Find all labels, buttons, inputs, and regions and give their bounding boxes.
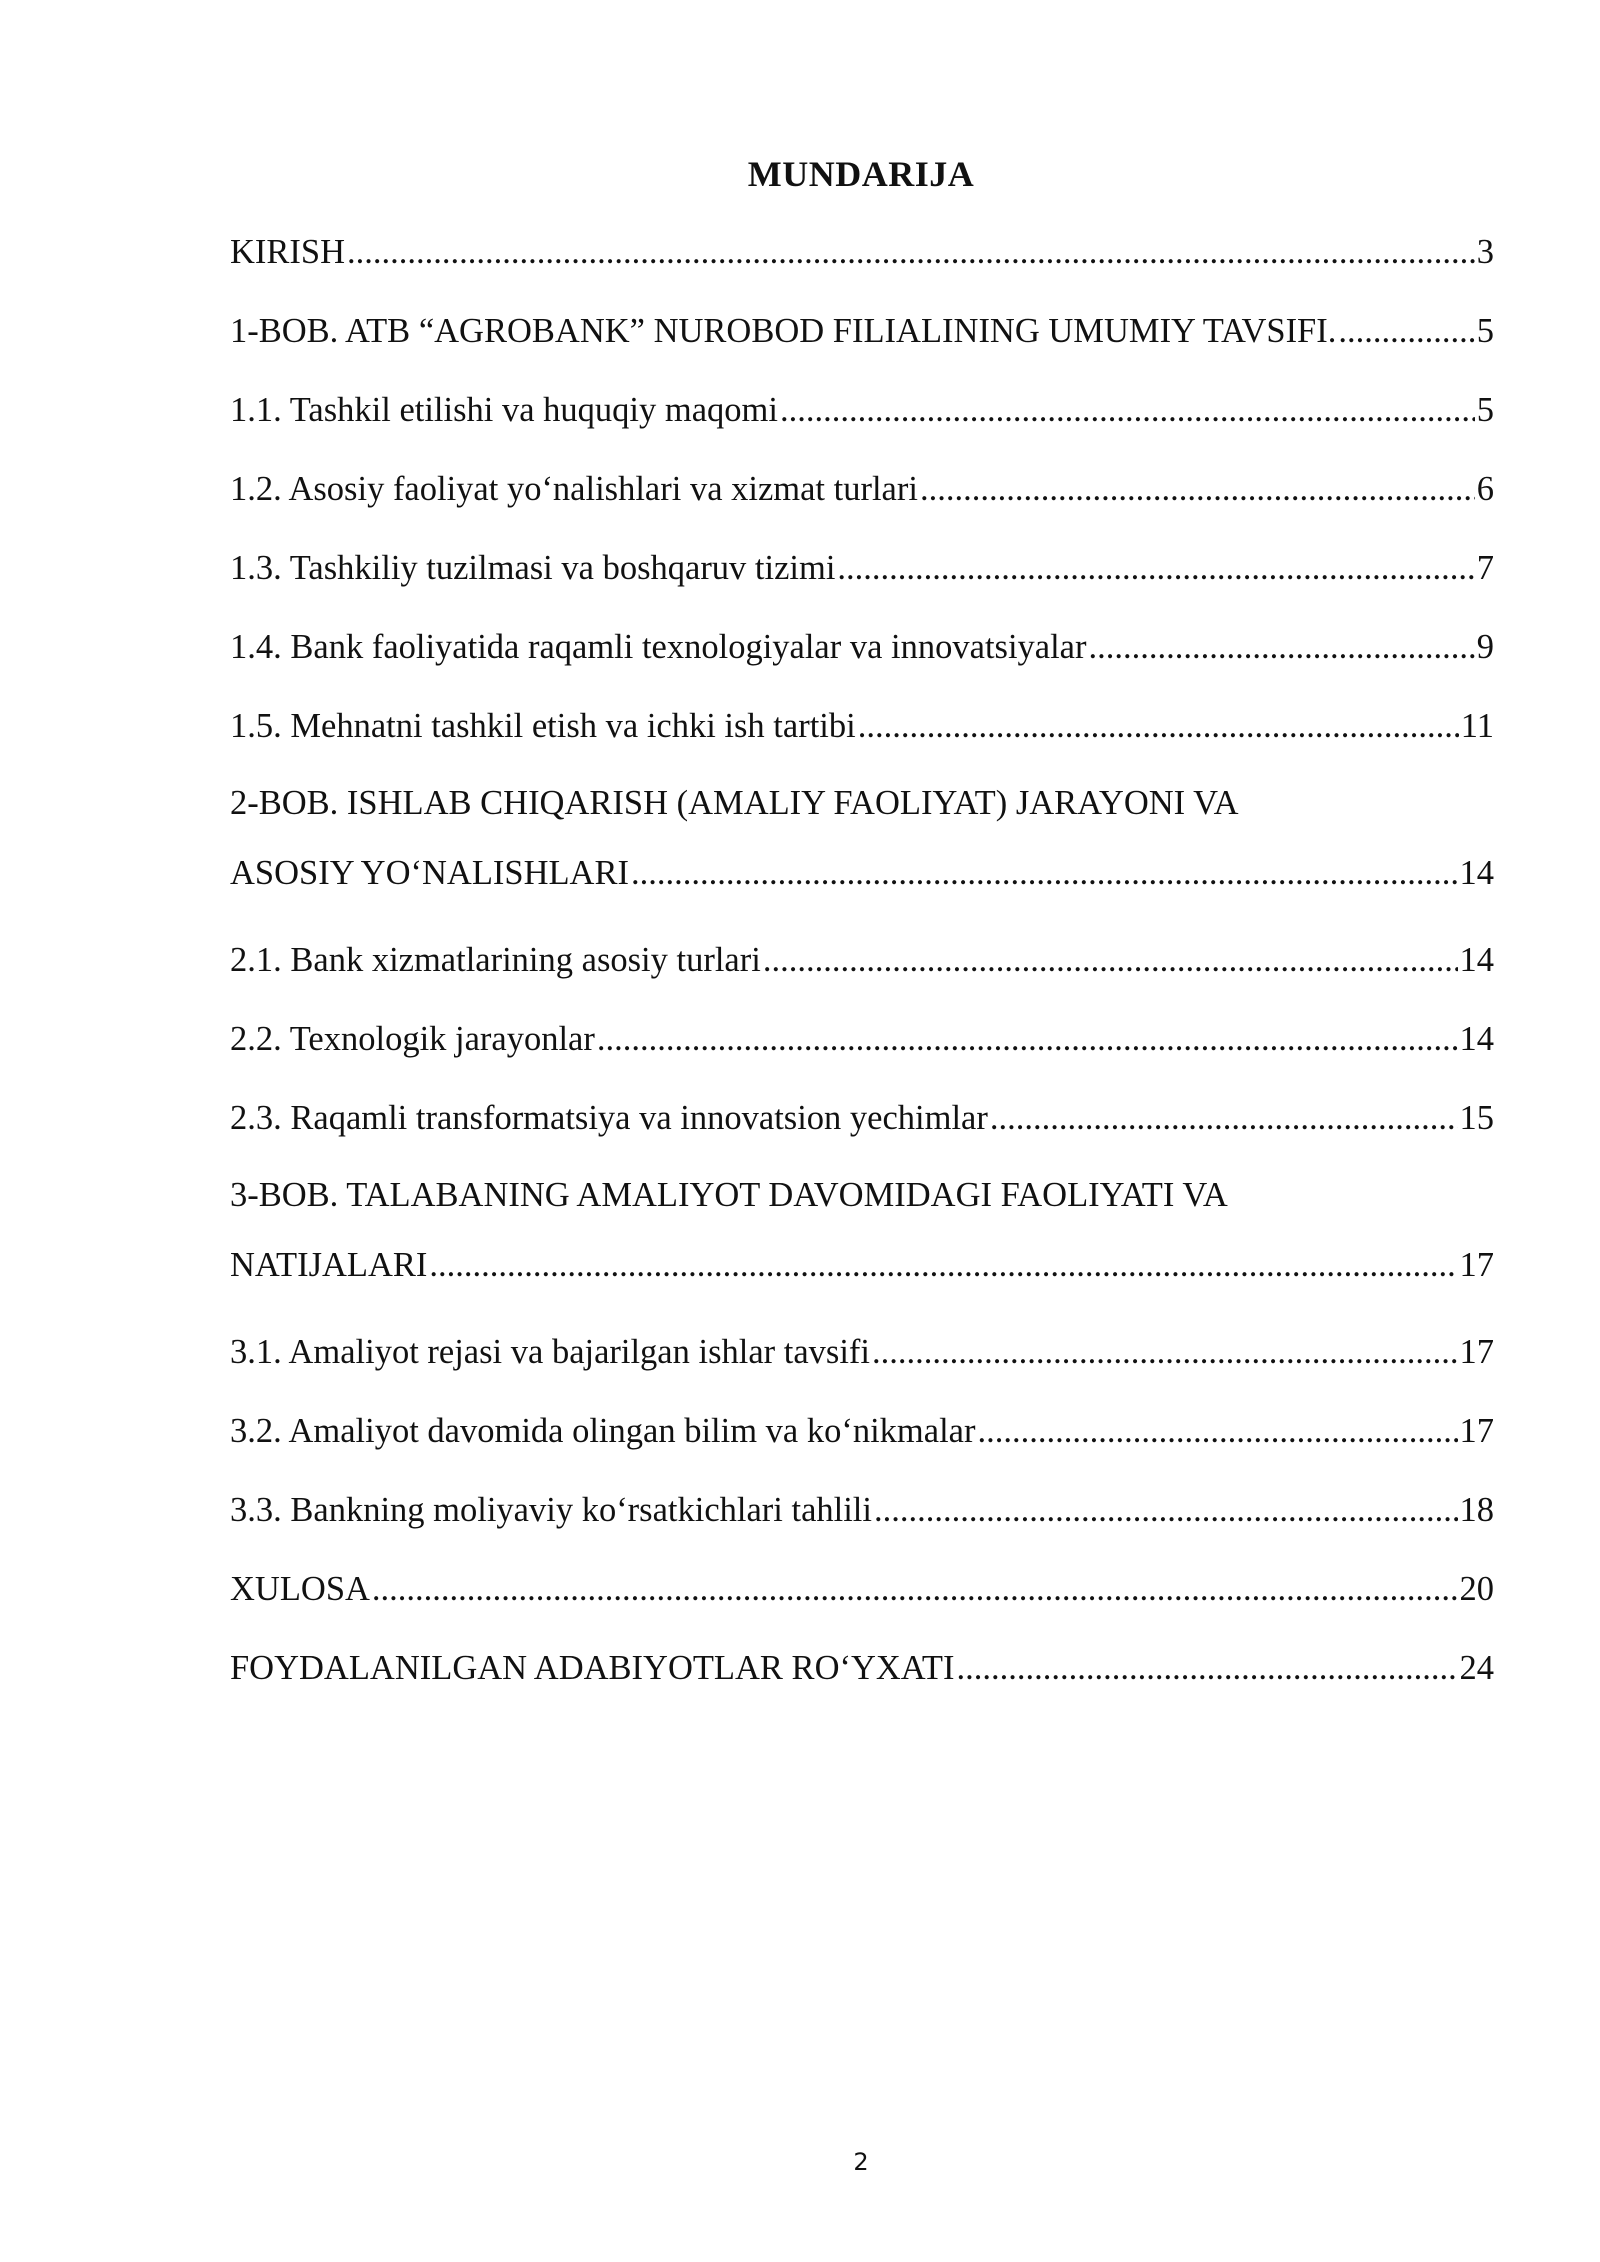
dot-leader bbox=[990, 1099, 1458, 1138]
toc-entry-2-3[interactable] bbox=[230, 1079, 1494, 1158]
toc-entry-label: 1.5. Mehnatni tashkil etish va ichki ish tartibi bbox=[230, 707, 856, 745]
toc-entry-2-1[interactable] bbox=[230, 921, 1494, 1000]
toc-entry-label-line1: 3-BOB. TALABANING AMALIYOT DAVOMIDAGI FAOLIYATI VA bbox=[230, 1175, 1228, 1214]
toc-entry-label: XULOSA bbox=[230, 1570, 370, 1608]
dot-leader bbox=[872, 1333, 1457, 1372]
toc-entry-page: 7 bbox=[1476, 549, 1494, 587]
toc-entry-chapter-1[interactable] bbox=[230, 292, 1494, 371]
toc-entry-page: 14 bbox=[1459, 941, 1494, 979]
dot-leader bbox=[956, 1649, 1457, 1688]
dot-leader bbox=[429, 1246, 1457, 1285]
toc-entry-label: KIRISH bbox=[230, 233, 346, 271]
dot-leader bbox=[347, 233, 1475, 272]
toc-entry-page: 20 bbox=[1459, 1570, 1494, 1608]
toc-entry-1-5[interactable] bbox=[230, 687, 1494, 766]
toc-entry-page: 17 bbox=[1459, 1333, 1494, 1371]
toc-entry-page: 18 bbox=[1459, 1491, 1494, 1529]
toc-entry-1-4[interactable] bbox=[230, 608, 1494, 687]
toc-entry-references[interactable] bbox=[230, 1629, 1494, 1708]
dot-leader bbox=[763, 941, 1458, 980]
dot-leader bbox=[837, 549, 1474, 588]
toc-entry-3-1[interactable] bbox=[230, 1313, 1494, 1392]
dot-leader bbox=[372, 1570, 1458, 1609]
toc-entry-page: 11 bbox=[1460, 707, 1494, 745]
toc-entry-1-1[interactable] bbox=[230, 371, 1494, 450]
toc-entry-chapter-2[interactable] bbox=[230, 766, 1494, 921]
toc-entry-label: 1.3. Tashkiliy tuzilmasi va boshqaruv tizimi bbox=[230, 549, 836, 587]
toc-entry-chapter-3[interactable] bbox=[230, 1158, 1494, 1313]
toc-entry-label-line1: 2-BOB. ISHLAB CHIQARISH (AMALIY FAOLIYAT) JARAYONI VA bbox=[230, 783, 1239, 822]
toc-entry-page: 24 bbox=[1459, 1649, 1494, 1687]
toc-entry-kirish[interactable] bbox=[230, 213, 1494, 292]
dot-leader bbox=[920, 470, 1475, 509]
page-number: 2 bbox=[853, 2148, 869, 2176]
toc-entry-label: 1.2. Asosiy faoliyat yo‘nalishlari va xizmat turlari bbox=[230, 470, 918, 508]
toc-entry-label: 3.2. Amaliyot davomida olingan bilim va ko‘nikmalar bbox=[230, 1412, 976, 1450]
table-of-contents bbox=[230, 213, 1494, 1708]
toc-entry-page: 17 bbox=[1459, 1412, 1494, 1450]
toc-entry-page: 3 bbox=[1476, 233, 1494, 271]
toc-entry-label: 3.1. Amaliyot rejasi va bajarilgan ishlar tavsifi bbox=[230, 1333, 871, 1371]
toc-entry-page: 14 bbox=[1459, 853, 1494, 892]
toc-entry-2-2[interactable] bbox=[230, 1000, 1494, 1079]
toc-entry-3-2[interactable] bbox=[230, 1392, 1494, 1471]
toc-entry-label: 2.3. Raqamli transformatsiya va innovatsion yechimlar bbox=[230, 1099, 988, 1137]
toc-entry-label: 3.3. Bankning moliyaviy ko‘rsatkichlari tahlili bbox=[230, 1491, 872, 1529]
dot-leader bbox=[858, 707, 1459, 746]
dot-leader bbox=[631, 854, 1458, 893]
toc-entry-page: 9 bbox=[1476, 628, 1494, 666]
toc-entry-page: 17 bbox=[1459, 1245, 1494, 1284]
toc-entry-1-2[interactable] bbox=[230, 450, 1494, 529]
toc-entry-label: 1-BOB. ATB “AGROBANK” NUROBOD FILIALINING UMUMIY TAVSIFI. bbox=[230, 312, 1337, 350]
toc-entry-3-3[interactable] bbox=[230, 1471, 1494, 1550]
toc-entry-label: 2.1. Bank xizmatlarining asosiy turlari bbox=[230, 941, 761, 979]
page-title: MUNDARIJA bbox=[747, 154, 975, 194]
toc-entry-page: 15 bbox=[1459, 1099, 1494, 1137]
toc-entry-xulosa[interactable] bbox=[230, 1550, 1494, 1629]
dot-leader bbox=[977, 1412, 1457, 1451]
toc-entry-1-3[interactable] bbox=[230, 529, 1494, 608]
toc-entry-label: FOYDALANILGAN ADABIYOTLAR RO‘YXATI bbox=[230, 1649, 955, 1687]
toc-entry-page: 6 bbox=[1476, 470, 1494, 508]
dot-leader bbox=[597, 1020, 1458, 1059]
toc-entry-page: 5 bbox=[1476, 391, 1494, 429]
toc-entry-label: ASOSIY YO‘NALISHLARI bbox=[230, 853, 629, 892]
dot-leader bbox=[1338, 312, 1474, 351]
toc-entry-page: 5 bbox=[1476, 312, 1494, 350]
dot-leader bbox=[780, 391, 1475, 430]
dot-leader bbox=[1089, 628, 1475, 667]
dot-leader bbox=[874, 1491, 1458, 1530]
toc-entry-label: 1.1. Tashkil etilishi va huquqiy maqomi bbox=[230, 391, 778, 429]
toc-entry-label: 2.2. Texnologik jarayonlar bbox=[230, 1020, 595, 1058]
toc-entry-page: 14 bbox=[1459, 1020, 1494, 1058]
toc-entry-label: NATIJALARI bbox=[230, 1245, 428, 1284]
toc-entry-label: 1.4. Bank faoliyatida raqamli texnologiyalar va innovatsiyalar bbox=[230, 628, 1087, 666]
